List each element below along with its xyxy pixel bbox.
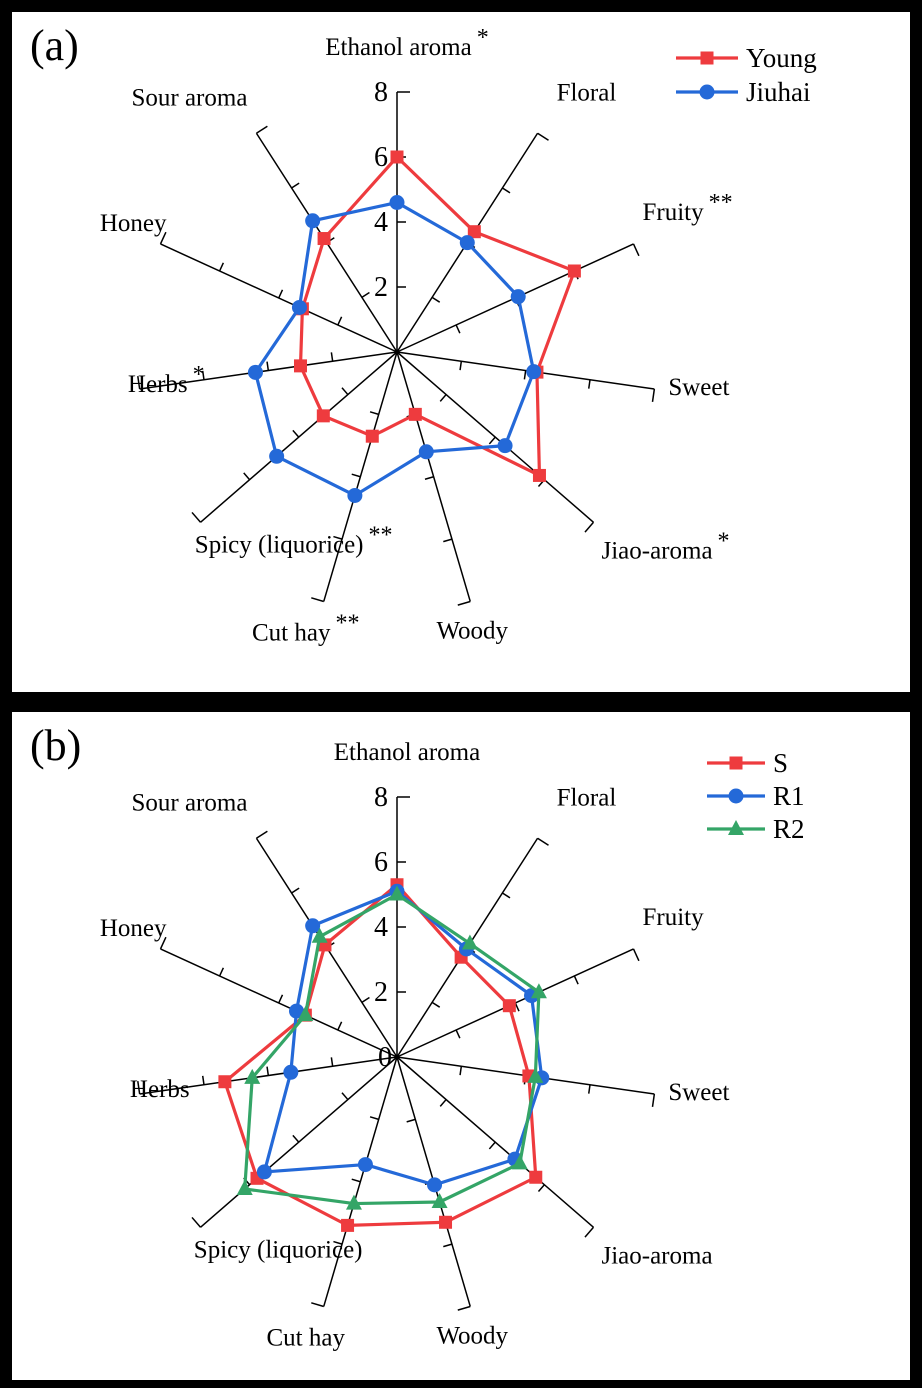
data-point-marker	[503, 999, 516, 1012]
axis-tick	[502, 188, 510, 193]
category-label-text: Sour aroma	[131, 789, 248, 817]
category-label	[643, 190, 733, 226]
category-label-text: Spicy (liquorice)	[193, 1236, 363, 1264]
category-label	[334, 739, 480, 766]
radar-chart-b	[12, 712, 910, 1380]
radial-tick-label: 4	[374, 207, 388, 238]
data-point-marker	[366, 430, 379, 443]
data-point-marker	[318, 232, 331, 245]
radial-tick-label: 2	[374, 272, 388, 303]
legend-swatch-marker	[729, 789, 744, 804]
category-label	[557, 784, 617, 811]
category-label	[325, 25, 488, 61]
data-point-marker	[529, 1171, 542, 1184]
axis-tick	[456, 1030, 460, 1038]
axis-tick	[293, 430, 299, 437]
series-R1	[257, 884, 549, 1193]
category-label	[436, 617, 508, 644]
axis-end-cap	[192, 1217, 201, 1227]
data-point-marker	[305, 918, 320, 933]
category-label-text: Honey	[99, 209, 167, 237]
axis-tick	[220, 263, 224, 271]
data-point-marker	[257, 1164, 272, 1179]
category-label-text: Herbs	[127, 371, 188, 399]
radial-tick-label: 8	[374, 782, 388, 813]
axis-tick	[460, 1066, 461, 1075]
axis-tick	[293, 1135, 299, 1142]
data-point-marker	[341, 1219, 354, 1232]
data-point-marker	[292, 300, 307, 315]
axis-end-cap	[634, 949, 639, 961]
category-label	[131, 789, 247, 816]
axis-end-cap	[458, 1306, 470, 1310]
category-label	[668, 374, 729, 401]
category-label-text: Jiao-aroma	[601, 1242, 713, 1270]
category-label	[130, 1076, 190, 1103]
axis-tick	[425, 477, 434, 480]
legend-swatch-marker	[730, 757, 743, 770]
data-point-marker	[390, 195, 405, 210]
category-label	[436, 1322, 508, 1349]
axis-tick	[279, 995, 283, 1003]
series-line	[300, 157, 574, 475]
legend-swatch-marker	[701, 52, 714, 65]
axis-tick	[220, 968, 224, 976]
category-label	[643, 904, 705, 931]
data-point-marker	[568, 264, 581, 277]
axis-tick	[342, 1093, 348, 1100]
legend-label: Jiuhai	[746, 77, 811, 107]
axis-tick	[370, 412, 379, 415]
category-label-text: Sweet	[668, 1079, 730, 1107]
axis-tick	[502, 893, 510, 898]
axis-tick	[524, 371, 525, 380]
data-point-marker	[317, 409, 330, 422]
category-label	[252, 610, 359, 646]
axis-tick	[489, 1142, 495, 1149]
radial-tick-label: 0	[378, 1042, 392, 1073]
radial-tick-label: 6	[374, 142, 388, 173]
radial-tick-label: 8	[374, 77, 388, 108]
data-point-marker	[526, 364, 541, 379]
data-point-marker	[391, 151, 404, 164]
data-point-marker	[419, 444, 434, 459]
data-point-marker	[237, 1180, 253, 1195]
category-label-text: Jiao-aroma	[601, 537, 713, 565]
series-Young	[294, 151, 581, 482]
legend-label: R2	[773, 814, 805, 844]
category-label-text: Spicy (liquorice)	[194, 531, 364, 559]
axes	[138, 797, 655, 1310]
axis-end-cap	[538, 838, 549, 845]
radar-panel-b	[12, 712, 910, 1380]
data-point-marker	[269, 449, 284, 464]
significance-marker: **	[368, 522, 393, 549]
axis-tick	[443, 539, 452, 542]
axis-tick	[370, 1117, 379, 1120]
axis-tick	[538, 1185, 544, 1192]
data-point-marker	[218, 1075, 231, 1088]
legend-swatch-marker	[700, 85, 715, 100]
category-label-text: Woody	[436, 1322, 509, 1350]
axis-tick	[589, 380, 590, 389]
data-point-marker	[439, 1216, 452, 1229]
axis-tick	[338, 1022, 342, 1030]
axis-tick	[460, 361, 461, 370]
data-point-marker	[248, 365, 263, 380]
radar-chart-a	[12, 12, 910, 692]
axis-tick	[589, 1085, 590, 1094]
axis-end-cap	[538, 133, 549, 140]
category-label-text: Ethanol aroma	[325, 34, 472, 61]
axis-tick	[456, 325, 460, 333]
data-point-marker	[511, 289, 526, 304]
data-point-marker	[427, 1177, 442, 1192]
axis-end-cap	[192, 512, 201, 522]
legend	[676, 43, 817, 107]
center-dot	[395, 350, 400, 355]
legend-item-R1	[707, 781, 805, 811]
legend-label: S	[773, 748, 789, 778]
category-label-text: Cut hay	[266, 1324, 345, 1352]
axis-tick	[443, 1244, 452, 1247]
legend-label: Young	[746, 43, 817, 73]
category-label	[195, 522, 393, 558]
axis-tick	[440, 1100, 446, 1107]
data-point-marker	[460, 235, 475, 250]
axis-tick	[574, 976, 578, 984]
category-label	[100, 915, 167, 942]
axis-tick	[292, 183, 300, 188]
axis-end-cap	[256, 126, 267, 133]
category-label	[557, 79, 617, 106]
axis-tick	[267, 362, 268, 371]
data-point-marker	[498, 438, 513, 453]
axis-end-cap	[311, 598, 323, 602]
axis-end-cap	[256, 831, 267, 838]
category-label-text: Woody	[436, 617, 509, 645]
significance-marker: *	[476, 25, 489, 51]
axis-end-cap	[585, 522, 594, 532]
axis-tick	[432, 1002, 440, 1007]
category-label	[668, 1079, 729, 1106]
axis-tick	[432, 297, 440, 302]
axis-tick	[279, 290, 283, 298]
axis-tick	[352, 474, 361, 477]
panel-tag-a: (a)	[30, 21, 79, 70]
axis-tick	[292, 888, 300, 893]
axis-end-cap	[653, 389, 655, 402]
category-label-text: Sweet	[668, 374, 730, 402]
legend-item-Jiuhai	[676, 77, 811, 107]
category-label-text: Floral	[556, 79, 617, 107]
legend-item-S	[707, 748, 788, 778]
axis-tick	[489, 437, 495, 444]
category-label-text: Cut hay	[252, 619, 331, 647]
category-label	[194, 1236, 363, 1263]
significance-marker: *	[192, 362, 205, 389]
series-line	[264, 891, 541, 1185]
data-point-marker	[305, 213, 320, 228]
category-label-text: Fruity	[642, 903, 704, 931]
center-dot	[395, 1055, 400, 1060]
data-point-marker	[533, 469, 546, 482]
legend-label: R1	[773, 781, 805, 811]
axis-end-cap	[653, 1094, 655, 1107]
axis-end-cap	[585, 1227, 594, 1237]
category-label	[100, 210, 167, 237]
radial-tick-label: 4	[374, 912, 388, 943]
axis-tick	[338, 317, 342, 325]
category-label-text: Fruity	[642, 198, 704, 226]
axis-tick	[331, 352, 332, 361]
radial-tick-label: 2	[374, 977, 388, 1008]
axis-end-cap	[458, 601, 470, 605]
axis-tick	[267, 1067, 268, 1076]
axis-tick	[362, 997, 370, 1002]
significance-marker: **	[708, 189, 733, 216]
axis-tick	[342, 388, 348, 395]
category-label-text: Sour aroma	[131, 84, 248, 112]
axis-tick	[407, 1119, 416, 1122]
axis-tick	[203, 1076, 204, 1085]
panel-tag-b: (b)	[30, 721, 82, 770]
data-point-marker	[358, 1157, 373, 1172]
legend-item-R2	[707, 814, 805, 844]
category-label	[601, 528, 729, 564]
axis-end-cap	[634, 244, 639, 256]
radial-tick-label: 6	[374, 847, 388, 878]
data-point-marker	[294, 359, 307, 372]
axis-tick	[244, 473, 250, 480]
category-label-text: Ethanol aroma	[333, 739, 481, 766]
legend	[707, 748, 805, 844]
category-label-text: Floral	[556, 784, 617, 812]
axis-tick	[362, 292, 370, 297]
significance-marker: **	[335, 610, 360, 637]
category-label	[267, 1324, 346, 1351]
radar-panel-a	[12, 12, 910, 692]
category-label	[128, 362, 205, 398]
category-label-text: Herbs	[129, 1076, 190, 1104]
category-label	[601, 1242, 712, 1269]
category-label-text: Honey	[99, 914, 167, 942]
axis-spoke	[324, 1057, 397, 1306]
category-label	[131, 84, 247, 111]
legend-item-Young	[676, 43, 817, 73]
data-point-marker	[347, 488, 362, 503]
axis-tick	[352, 1179, 361, 1182]
data-point-marker	[409, 408, 422, 421]
axis-tick	[440, 395, 446, 402]
data-point-marker	[283, 1065, 298, 1080]
axis-tick	[331, 1057, 332, 1066]
axes	[138, 92, 655, 605]
axis-end-cap	[311, 1303, 323, 1307]
significance-marker: *	[717, 528, 730, 555]
